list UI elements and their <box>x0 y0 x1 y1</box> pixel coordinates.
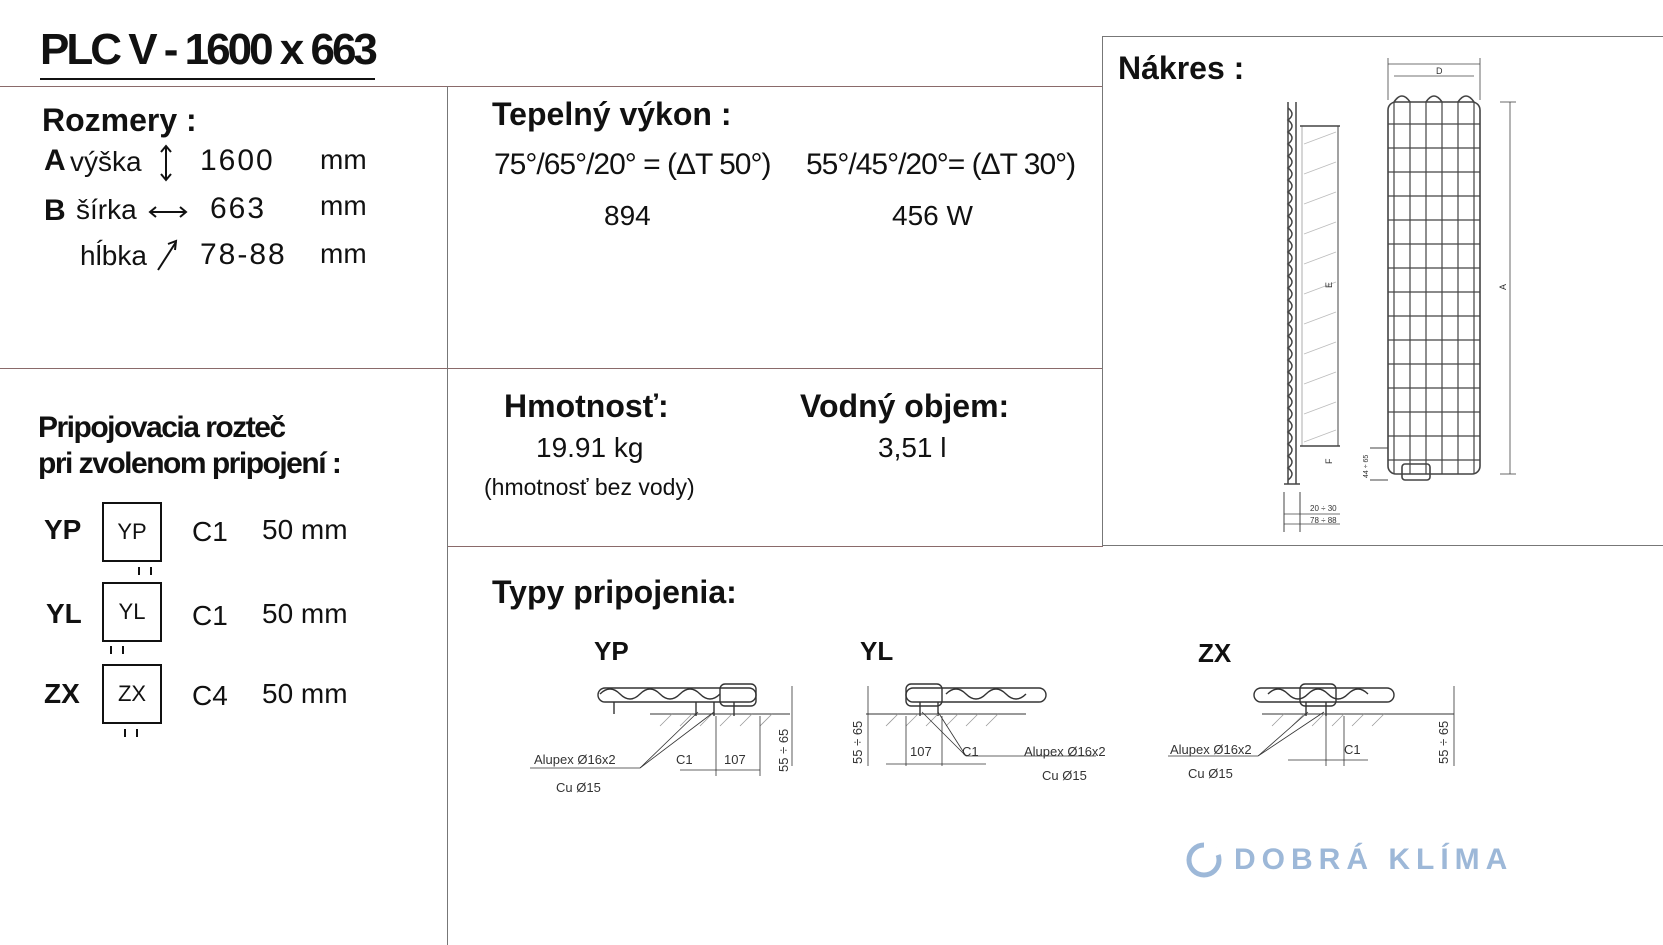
dimension-unit: mm <box>320 144 367 175</box>
dimension-value: 1600 <box>200 144 275 177</box>
label-side: 55 ÷ 65 <box>776 728 791 772</box>
connection-c: C4 <box>192 680 228 711</box>
connection-distance: 50 mm <box>262 678 348 709</box>
connection-box-zx: ZX <box>102 664 162 724</box>
dimension-unit: mm <box>320 238 367 269</box>
connection-box-yp: YP <box>102 502 162 562</box>
diagonal-arrow-icon <box>154 238 180 274</box>
label-dim: 107 <box>910 744 932 759</box>
dimension-row-depth <box>44 236 424 276</box>
tepelny-col1-label: 75°/65°/20° = (ΔT 50°) <box>494 148 771 181</box>
connection-c: C1 <box>192 516 228 547</box>
vertical-arrow-icon <box>158 144 174 182</box>
dimension-value: 78-88 <box>200 238 287 271</box>
connection-tick <box>110 646 124 654</box>
typy-code-yp: YP <box>594 636 629 666</box>
pripojovacia-heading-line2: pri zvolenom pripojení : <box>38 447 341 480</box>
divider-middle-left <box>0 368 1103 369</box>
label-dim: 107 <box>724 752 746 767</box>
watermark <box>1184 838 1513 882</box>
dimension-letter: A <box>44 144 66 177</box>
side-view <box>1284 102 1340 532</box>
watermark-logo-icon <box>1184 840 1224 880</box>
connection-distance: 50 mm <box>262 514 348 545</box>
dim-label-d: D <box>1436 66 1443 76</box>
dim-label-f: F <box>1324 458 1334 464</box>
label-side: 55 ÷ 65 <box>1436 720 1451 764</box>
label-c: C1 <box>962 744 979 759</box>
tepelny-heading: Tepelný výkon : <box>492 96 732 132</box>
connection-c: C1 <box>192 600 228 631</box>
dim-label-a: A <box>1498 283 1508 290</box>
connection-distance: 50 mm <box>262 598 348 629</box>
divider-lower-right <box>448 546 1103 547</box>
radiator-drawing <box>1270 44 1530 538</box>
label-cu: Cu Ø15 <box>1042 768 1087 783</box>
connection-code: YL <box>46 598 82 629</box>
dimension-row-b <box>44 190 424 230</box>
vodny-value: 3,51 l <box>878 432 947 463</box>
label-cu: Cu Ø15 <box>1188 766 1233 781</box>
connection-tick <box>138 567 152 575</box>
dim-label-e: E <box>1324 281 1334 288</box>
dim-label-bottom1: 20 ÷ 30 <box>1310 504 1337 513</box>
connection-tick <box>124 729 138 737</box>
divider-vertical-left <box>447 86 448 945</box>
tepelny-col1-value: 894 <box>604 200 651 231</box>
tepelny-col2-label: 55°/45°/20°= (ΔT 30°) <box>806 148 1076 181</box>
rozmery-heading: Rozmery : <box>42 102 197 138</box>
horizontal-arrow-icon <box>148 204 188 220</box>
front-view <box>1370 96 1480 480</box>
pripojovacia-heading <box>38 410 340 482</box>
hmotnost-note: (hmotnosť bez vody) <box>484 474 695 500</box>
dimension-label: šírka <box>76 194 137 225</box>
pripojovacia-heading-line1: Pripojovacia rozteč <box>38 411 285 444</box>
dimension-unit: mm <box>320 190 367 221</box>
connection-sketch-yp <box>530 676 810 802</box>
connection-code: YP <box>44 514 82 545</box>
typy-heading: Typy pripojenia: <box>492 574 737 610</box>
dimension-letter: B <box>44 194 66 227</box>
divider-top <box>0 86 1103 87</box>
dimension-value: 663 <box>210 192 267 225</box>
dimension-label: hĺbka <box>80 240 147 271</box>
tepelny-col2-value: 456 W <box>892 200 973 231</box>
label-c: C1 <box>1344 742 1361 757</box>
label-side: 55 ÷ 65 <box>850 720 865 764</box>
hmotnost-value: 19.91 kg <box>536 432 644 463</box>
hmotnost-heading: Hmotnosť: <box>504 388 669 424</box>
label-c: C1 <box>676 752 693 767</box>
connection-sketch-zx <box>1168 676 1468 802</box>
label-cu: Cu Ø15 <box>556 780 601 795</box>
dimension-label: výška <box>70 146 142 177</box>
connection-sketch-yl <box>846 676 1116 802</box>
typy-code-zx: ZX <box>1198 638 1232 668</box>
typy-code-yl: YL <box>860 636 894 666</box>
label-alupex: Alupex Ø16x2 <box>534 752 616 767</box>
connection-code: ZX <box>44 678 80 709</box>
label-alupex: Alupex Ø16x2 <box>1024 744 1106 759</box>
dim-label-left-small: 44 ÷ 65 <box>1363 454 1370 478</box>
label-alupex: Alupex Ø16x2 <box>1170 742 1252 757</box>
dimension-row-a <box>44 142 424 182</box>
nakres-heading: Nákres : <box>1118 50 1245 86</box>
vodny-heading: Vodný objem: <box>800 388 1010 424</box>
page-title: PLC V - 1600 x 663 <box>40 22 375 80</box>
dim-label-bottom2: 78 ÷ 88 <box>1310 516 1337 525</box>
watermark-text: DOBRÁ KLÍMA <box>1234 843 1514 876</box>
connection-box-yl: YL <box>102 582 162 642</box>
